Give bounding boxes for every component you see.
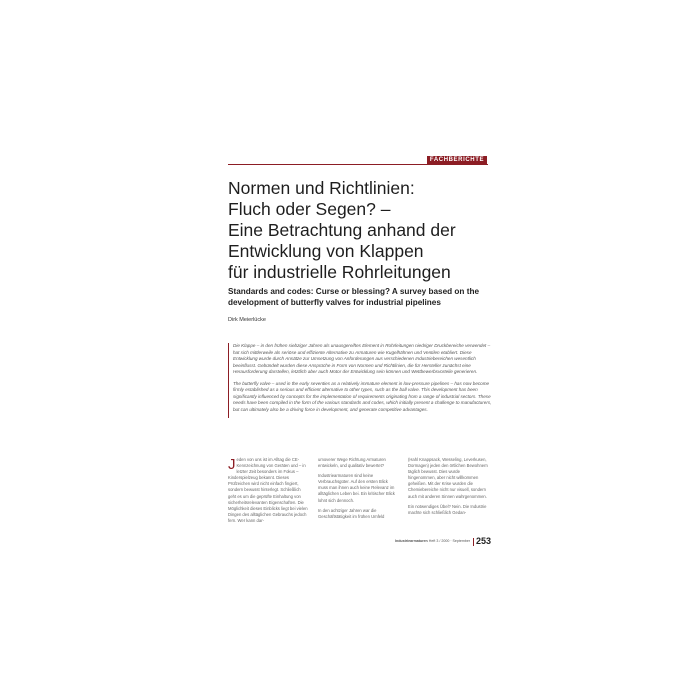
title-line: Eine Betrachtung anhand der bbox=[228, 220, 456, 240]
journal-footer bbox=[395, 539, 469, 543]
title-line: Fluch oder Segen? – bbox=[228, 199, 391, 219]
body-paragraph: In den achtziger Jahren war die Geschäftstätigkeit im frühen Umfeld bbox=[318, 507, 385, 519]
article-title bbox=[228, 178, 498, 283]
body-column-1 bbox=[228, 457, 308, 528]
issue-info: Heft 3 / 2000 · September bbox=[428, 539, 471, 543]
footer-divider bbox=[473, 538, 474, 546]
body-paragraph: Ein notwendiges Übel? Nein. Die Industrie machte sich schließlich Gedan- bbox=[408, 503, 487, 515]
title-line: für industrielle Rohrleitungen bbox=[228, 262, 451, 282]
abstract bbox=[228, 343, 493, 418]
page-number: 253 bbox=[476, 536, 492, 546]
abstract-german: Die Klappe – in den frühen siebziger Jahren als unausgereiftes Element in Rohrleitungen niedriger Druckbereiche verwendet – hat sich mittlerweile als seriöse und effiziente Alternative zu Armaturen wie Kugelhähnen und Ventilen etabliert. Diese Entwicklung wurde durch Ansätze zur Umsetzung von Anforderungen aus verschiedenen Industriebereichen wesentlich beeinflusst. Gebündelt wurden diese Ansprüche in Form von Normen und Richtlinien, die für Hersteller zunächst eine Herausforderung darstellen, letztlich aber auch Motor der Entwicklung sein können und Wettbewerbsvorteile generieren. bbox=[233, 343, 491, 374]
author-name: Dirk Meierlücke bbox=[228, 317, 266, 323]
drop-cap: J bbox=[228, 456, 236, 473]
section-divider bbox=[228, 164, 488, 165]
title-line: Entwicklung von Klappen bbox=[228, 241, 424, 261]
body-paragraph-text: eden von uns ist im Alltag die CE-Kennzeichnung von Geräten und – in letzter Zeit besonders im Fokus – Kinderspielzeug bekannt. Dieses Prüfzeichen wird nicht einfach fingiert, sondern bewusst hinterlegt. Schließlich geht es um die geprüfte Einhaltung von sicherheitsrelevanten Eigenschaften. Die Möglichkeit dieses Einblicks liegt bei vielen Dingen des alltäglichen Gebrauchs jedoch fern. Wer kann dar- bbox=[228, 457, 308, 523]
body-text bbox=[228, 457, 490, 537]
subtitle-line: Standards and codes: Curse or blessing? A survey based on the bbox=[228, 287, 479, 296]
subtitle-line: development of butterfly valves for industrial pipelines bbox=[228, 298, 441, 307]
body-paragraph: umoverer Wege Richtung Armaturen entwickeln, und qualitativ bewertet? bbox=[318, 457, 386, 469]
section-tag: FACHBERICHTE bbox=[427, 156, 487, 165]
body-paragraph: Industriearmaturen sind keine Verbrauchsgüter. Auf den ersten Blick muss man ihnen auch keine Relevanz im alltäglichen Leben bei. Ein kritischer Blick lohnt sich dennoch. bbox=[318, 473, 395, 503]
title-line: Normen und Richtlinien: bbox=[228, 178, 415, 198]
body-column-3 bbox=[408, 457, 488, 520]
article-subtitle bbox=[228, 286, 493, 308]
journal-name: Industriearmaturen bbox=[395, 539, 428, 543]
abstract-english: The butterfly valve – used in the early seventies as a relatively immature element in low-pressure pipelines – has now become firmly established as a serious and efficient alternative to other types, such as the ball valve. This development has been significantly influenced by concepts for the implementation of requirements originating from a range of industrial sectors. These needs have been compiled in the form of the various standards and codes, which initially present a challenge to manufacturers, but can ultimately also be a driving force in development, and generate competitive advantages. bbox=[233, 380, 492, 412]
body-column-2 bbox=[318, 457, 398, 524]
body-paragraph bbox=[228, 457, 308, 524]
body-paragraph: (Hahl Knappsack, Wesseling, Leverkusen, Dormagen) jeden den örtlichen Bewohnern täglich bewusst. Dies wurde hingenommen, aber nicht willkommen geheißen. Mit der Krise wurden die Chemiebereiche nicht nur visuell, sondern auch mit anderen Sinnen wahrgenommen. bbox=[408, 457, 488, 499]
